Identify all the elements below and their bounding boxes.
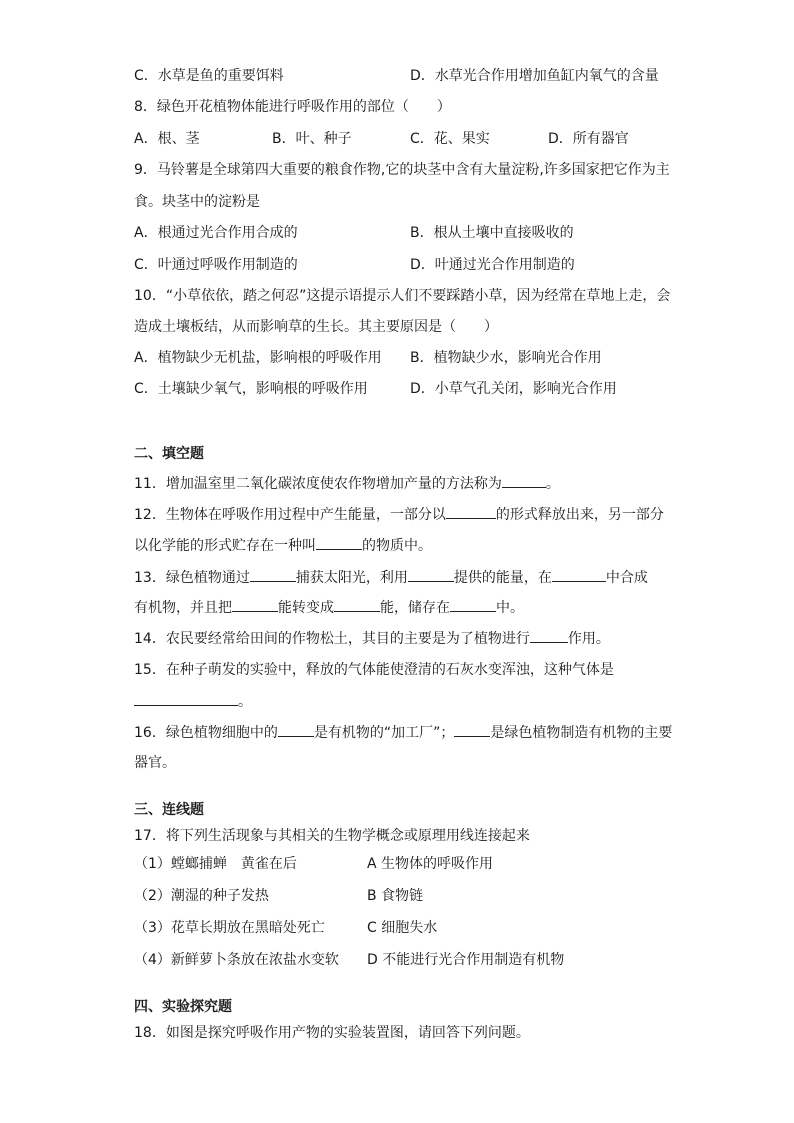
q11-text-2: 。 <box>545 476 560 492</box>
q13-text-5: 有机物，并且把 <box>134 600 232 616</box>
q12-text-4: 的物质中。 <box>362 538 432 554</box>
q16-blank-2[interactable] <box>454 722 490 737</box>
q17-right-item: B 食物链 <box>367 888 424 904</box>
q12-line2 <box>134 535 432 556</box>
q16-line2: 器官。 <box>134 755 176 771</box>
q10-option-d: D．小草气孔关闭，影响光合作用 <box>410 381 617 397</box>
q8-stem: 8．绿色开花植物体能进行呼吸作用的部位（ ） <box>134 99 451 115</box>
section-title-fill-in: 二、填空题 <box>134 446 204 462</box>
q12-text-1: 12．生物体在呼吸作用过程中产生能量，一部分以 <box>134 507 446 523</box>
q10-option-a: A．植物缺少无机盐，影响根的呼吸作用 <box>134 350 382 366</box>
q17-left-item: （2）潮湿的种子发热 <box>134 888 269 904</box>
q12-line1 <box>134 504 664 525</box>
q9-stem-line2: 食。块茎中的淀粉是 <box>134 194 260 210</box>
q13-blank-1[interactable] <box>250 567 296 582</box>
q8-option-a: A．根、茎 <box>134 131 200 147</box>
q16-text-1: 16．绿色植物细胞中的 <box>134 725 278 741</box>
q18-stem: 18．如图是探究呼吸作用产物的实验装置图，请回答下列问题。 <box>134 1025 530 1041</box>
q16-line1 <box>134 722 672 743</box>
q16-blank-1[interactable] <box>278 722 314 737</box>
q8-option-b: B．叶、种子 <box>272 131 352 147</box>
q17-stem: 17．将下列生活现象与其相关的生物学概念或原理用线连接起来 <box>134 828 530 844</box>
q10-stem-line1: 10．“小草依依，踏之何忍”这提示语提示人们不要踩踏小草，因为经常在草地上走，会 <box>134 288 671 304</box>
q10-option-b: B．植物缺少水，影响光合作用 <box>410 350 602 366</box>
q13-text-4: 中合成 <box>605 570 648 586</box>
q10-stem-line2: 造成土壤板结，从而影响草的生长。其主要原因是（ ） <box>134 319 498 335</box>
q15-line1: 15．在种子萌发的实验中，释放的气体能使澄清的石灰水变浑浊，这种气体是 <box>134 662 614 678</box>
q11-blank[interactable] <box>502 473 546 488</box>
q9-stem-line1: 9．马铃薯是全球第四大重要的粮食作物,它的块茎中含有大量淀粉,许多国家把它作为主 <box>134 162 670 178</box>
q7-option-c: C．水草是鱼的重要饵料 <box>134 68 284 84</box>
q9-option-b: B．根从土壤中直接吸收的 <box>410 225 574 241</box>
q8-option-c: C．花、果实 <box>410 131 490 147</box>
q13-line2 <box>134 597 524 618</box>
q7-option-d: D．水草光合作用增加鱼缸内氧气的含量 <box>410 68 659 84</box>
q12-text-3: 以化学能的形式贮存在一种叫 <box>134 538 316 554</box>
q13-text-1: 13．绿色植物通过 <box>134 570 250 586</box>
q11-line <box>134 473 560 494</box>
q17-left-item: （1）螳螂捕蝉 黄雀在后 <box>134 856 297 872</box>
q11-text-1: 11．增加温室里二氧化碳浓度使农作物增加产量的方法称为 <box>134 476 502 492</box>
q13-text-3: 提供的能量，在 <box>453 570 552 586</box>
section-title-matching: 三、连线题 <box>134 802 204 818</box>
q9-option-d: D．叶通过光合作用制造的 <box>410 257 575 273</box>
q12-text-2: 的形式释放出来，另一部分 <box>495 507 664 523</box>
q13-blank-6[interactable] <box>450 597 496 612</box>
q14-blank[interactable] <box>530 628 568 643</box>
q14-line <box>134 628 610 649</box>
q17-right-item: A 生物体的呼吸作用 <box>367 856 494 872</box>
q9-option-c: C．叶通过呼吸作用制造的 <box>134 257 298 273</box>
q17-left-item: （3）花草长期放在黑暗处死亡 <box>134 920 325 936</box>
q13-text-6: 能转变成 <box>278 600 334 616</box>
q13-blank-4[interactable] <box>232 597 278 612</box>
q12-blank-1[interactable] <box>446 504 496 519</box>
q15-text-2: 。 <box>238 694 252 710</box>
q13-blank-2[interactable] <box>408 567 454 582</box>
q13-line1 <box>134 567 648 588</box>
q16-text-2: 是有机物的“加工厂”； <box>313 725 455 741</box>
q17-left-item: （4）新鲜萝卜条放在浓盐水变软 <box>134 952 339 968</box>
q13-text-7: 能，储存在 <box>380 600 450 616</box>
q12-blank-2[interactable] <box>316 535 362 550</box>
q8-option-d: D．所有器官 <box>548 131 629 147</box>
q17-right-item: C 细胞失水 <box>367 920 438 936</box>
q14-text-2: 作用。 <box>567 631 610 647</box>
q14-text-1: 14．农民要经常给田间的作物松土，其目的主要是为了植物进行 <box>134 631 530 647</box>
q16-text-3: 是绿色植物制造有机物的主要 <box>490 725 673 741</box>
q15-blank[interactable] <box>134 691 238 706</box>
q9-option-a: A．根通过光合作用合成的 <box>134 225 298 241</box>
q13-blank-5[interactable] <box>334 597 380 612</box>
q17-right-item: D 不能进行光合作用制造有机物 <box>367 952 565 968</box>
q13-blank-3[interactable] <box>552 567 606 582</box>
q15-line2 <box>134 691 252 712</box>
section-title-experiment: 四、实验探究题 <box>134 999 232 1015</box>
q13-text-8: 中。 <box>496 600 524 616</box>
q13-text-2: 捕获太阳光，利用 <box>295 570 408 586</box>
q10-option-c: C．土壤缺少氧气，影响根的呼吸作用 <box>134 381 368 397</box>
